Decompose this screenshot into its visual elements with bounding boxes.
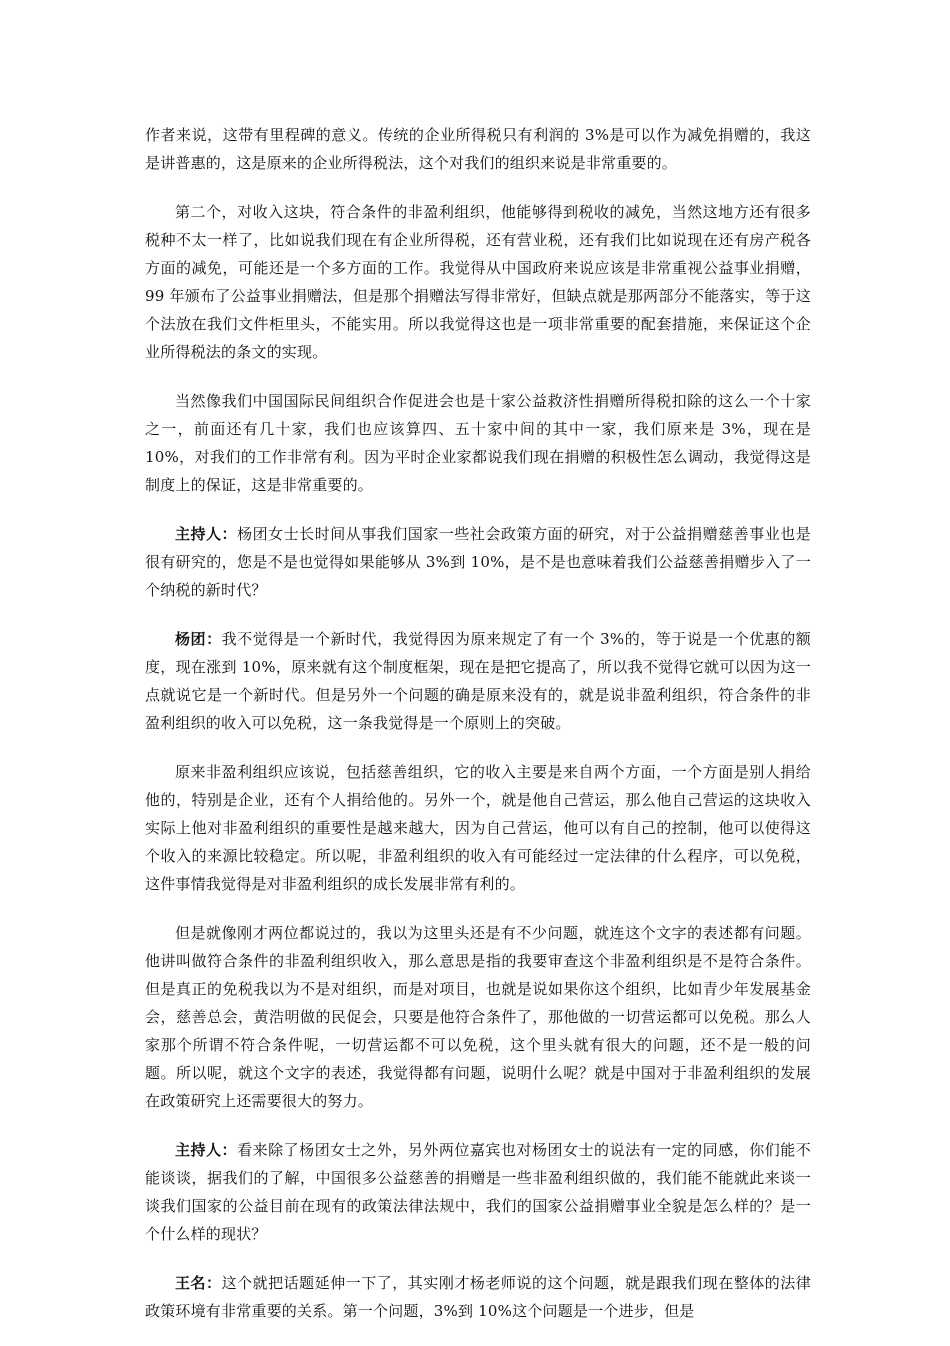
speaker-label: 王名： xyxy=(175,1274,222,1292)
paragraph-3 xyxy=(145,387,811,499)
paragraph-2 xyxy=(145,198,811,366)
paragraph-5 xyxy=(145,625,811,737)
paragraph-text: 看来除了杨团女士之外，另外两位嘉宾也对杨团女士的说法有一定的同感，你们能不能谈谈，据我们的了解，中国很多公益慈善的捐赠是一些非盈利组织做的，我们能不能就此来谈一谈我们国家的公益目前在现有的政策法律法规中，我们的国家公益捐赠事业全貌是怎么样的？是一个什么样的现状？ xyxy=(145,1141,812,1243)
paragraph-6 xyxy=(145,758,811,898)
paragraph-4 xyxy=(145,520,811,604)
document-body xyxy=(145,121,811,1346)
speaker-label: 主持人： xyxy=(175,525,238,543)
paragraph-text: 我不觉得是一个新时代，我觉得因为原来规定了有一个 3%的，等于说是一个优惠的额度，现在涨到 10%，原来就有这个制度框架，现在是把它提高了，所以我不觉得它就可以因为这一点就说它是一个新时代。但是另外一个问题的确是原来没有的，就是说非盈利组织，符合条件的非盈利组织的收入可以免税，这一条我觉得是一个原则上的突破。 xyxy=(145,630,811,732)
speaker-label: 主持人： xyxy=(175,1141,238,1159)
paragraph-text: 第二个，对收入这块，符合条件的非盈利组织，他能够得到税收的减免，当然这地方还有很多税种不太一样了，比如说我们现在有企业所得税，还有营业税，还有我们比如说现在还有房产税各方面的减免，可能还是一个多方面的工作。我觉得从中国政府来说应该是非常重视公益事业捐赠，99 年颁布了公益事业捐赠法，但是那个捐赠法写得非常好，但缺点就是那两部分不能落实，等于这个法放在我们文件柜里头，不能实用。所以我觉得这也是一项非常重要的配套措施，来保证这个企业所得税法的条文的实现。 xyxy=(145,203,811,361)
paragraph-text: 作者来说，这带有里程碑的意义。传统的企业所得税只有利润的 3%是可以作为减免捐赠的，我这是讲普惠的，这是原来的企业所得税法，这个对我们的组织来说是非常重要的。 xyxy=(145,126,811,172)
paragraph-text: 但是就像刚才两位都说过的，我以为这里头还是有不少问题，就连这个文字的表述都有问题。他讲叫做符合条件的非盈利组织收入，那么意思是指的我要审查这个非盈利组织是不是符合条件。但是真正的免税我以为不是对组织，而是对项目，也就是说如果你这个组织，比如青少年发展基金会，慈善总会，黄浩明做的民促会，只要是他符合条件了，那他做的一切营运都可以免税。那么人家那个所谓不符合条件呢，一切营运都不可以免税，这个里头就有很大的问题，还不是一般的问题。所以呢，就这个文字的表述，我觉得都有问题，说明什么呢？就是中国对于非盈利组织的发展在政策研究上还需要很大的努力。 xyxy=(145,924,811,1110)
paragraph-7 xyxy=(145,919,811,1115)
paragraph-text: 杨团女士长时间从事我们国家一些社会政策方面的研究，对于公益捐赠慈善事业也是很有研究的，您是不是也觉得如果能够从 3%到 10%，是不是也意味着我们公益慈善捐赠步入了一个纳税的新时代？ xyxy=(145,525,812,599)
paragraph-8 xyxy=(145,1136,811,1248)
paragraph-text: 原来非盈利组织应该说，包括慈善组织，它的收入主要是来自两个方面，一个方面是别人捐给他的，特别是企业，还有个人捐给他的。另外一个，就是他自己营运，那么他自己营运的这块收入实际上他对非盈利组织的重要性是越来越大，因为自己营运，他可以有自己的控制，他可以使得这个收入的来源比较稳定。所以呢，非盈利组织的收入有可能经过一定法律的什么程序，可以免税，这件事情我觉得是对非盈利组织的成长发展非常有利的。 xyxy=(145,763,811,893)
speaker-label: 杨团： xyxy=(175,630,222,648)
paragraph-9 xyxy=(145,1269,811,1325)
paragraph-text: 当然像我们中国国际民间组织合作促进会也是十家公益救济性捐赠所得税扣除的这么一个十家之一，前面还有几十家，我们也应该算四、五十家中间的其中一家，我们原来是 3%，现在是 10%，对我们的工作非常有利。因为平时企业家都说我们现在捐赠的积极性怎么调动，我觉得这是制度上的保证，这是非常重要的。 xyxy=(145,392,811,494)
paragraph-text: 这个就把话题延伸一下了，其实刚才杨老师说的这个问题，就是跟我们现在整体的法律政策环境有非常重要的关系。第一个问题，3%到 10%这个问题是一个进步，但是 xyxy=(145,1274,811,1320)
paragraph-1 xyxy=(145,121,811,177)
